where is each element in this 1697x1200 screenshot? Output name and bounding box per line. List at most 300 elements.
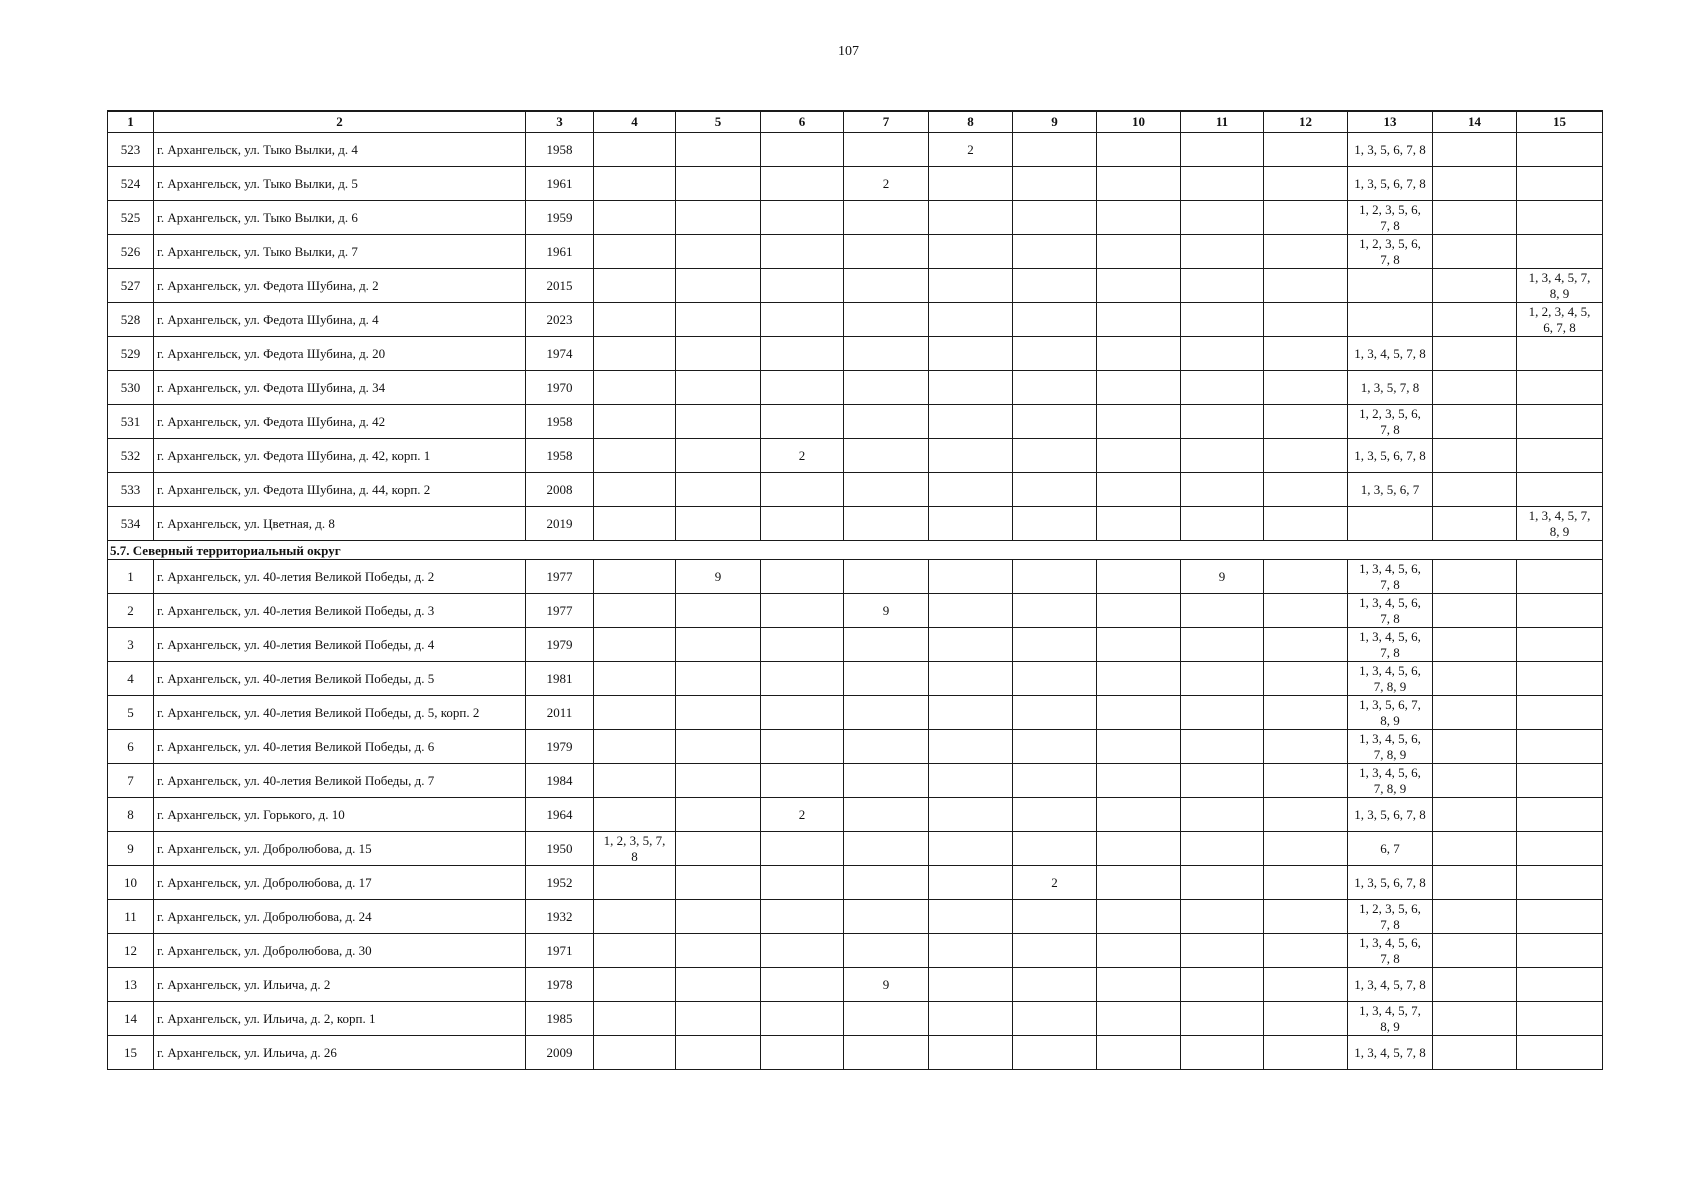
column-8-cell bbox=[929, 1002, 1013, 1036]
column-9-cell bbox=[1013, 662, 1097, 696]
year-cell: 1964 bbox=[526, 798, 594, 832]
column-8-cell bbox=[929, 832, 1013, 866]
column-10-cell bbox=[1097, 201, 1181, 235]
column-9-cell bbox=[1013, 303, 1097, 337]
table-row bbox=[108, 628, 1603, 662]
column-header-4: 4 bbox=[594, 111, 676, 133]
column-9-cell bbox=[1013, 473, 1097, 507]
column-6-cell bbox=[761, 696, 844, 730]
year-cell: 1961 bbox=[526, 235, 594, 269]
table-row bbox=[108, 662, 1603, 696]
row-number-cell: 10 bbox=[108, 866, 154, 900]
address-cell: г. Архангельск, ул. Добролюбова, д. 30 bbox=[154, 934, 526, 968]
table-row bbox=[108, 832, 1603, 866]
column-8-cell bbox=[929, 473, 1013, 507]
row-number-cell: 534 bbox=[108, 507, 154, 541]
column-15-cell bbox=[1517, 405, 1603, 439]
column-5-cell bbox=[676, 371, 761, 405]
column-header-8: 8 bbox=[929, 111, 1013, 133]
address-cell: г. Архангельск, ул. Тыко Вылки, д. 5 bbox=[154, 167, 526, 201]
column-13-cell: 1, 3, 5, 6, 7, 8 bbox=[1348, 167, 1433, 201]
address-cell: г. Архангельск, ул. Федота Шубина, д. 2 bbox=[154, 269, 526, 303]
year-cell: 1979 bbox=[526, 628, 594, 662]
column-7-cell bbox=[844, 934, 929, 968]
column-7-cell bbox=[844, 764, 929, 798]
column-12-cell bbox=[1264, 1036, 1348, 1070]
column-6-cell bbox=[761, 934, 844, 968]
column-10-cell bbox=[1097, 167, 1181, 201]
column-14-cell bbox=[1433, 405, 1517, 439]
column-10-cell bbox=[1097, 303, 1181, 337]
column-13-cell: 1, 2, 3, 5, 6, 7, 8 bbox=[1348, 235, 1433, 269]
column-11-cell bbox=[1181, 303, 1264, 337]
housing-registry-table bbox=[107, 110, 1603, 1070]
column-15-cell bbox=[1517, 337, 1603, 371]
column-11-cell bbox=[1181, 730, 1264, 764]
column-12-cell bbox=[1264, 560, 1348, 594]
column-7-cell bbox=[844, 405, 929, 439]
row-number-cell: 8 bbox=[108, 798, 154, 832]
column-10-cell bbox=[1097, 866, 1181, 900]
table-row bbox=[108, 439, 1603, 473]
column-4-cell bbox=[594, 594, 676, 628]
year-cell: 2015 bbox=[526, 269, 594, 303]
table-row bbox=[108, 405, 1603, 439]
column-number-header-row bbox=[108, 111, 1603, 133]
column-15-cell bbox=[1517, 628, 1603, 662]
column-4-cell bbox=[594, 1002, 676, 1036]
column-8-cell bbox=[929, 337, 1013, 371]
table-row bbox=[108, 730, 1603, 764]
address-cell: г. Архангельск, ул. 40-летия Великой Победы, д. 5, корп. 2 bbox=[154, 696, 526, 730]
column-9-cell bbox=[1013, 934, 1097, 968]
section-heading-row bbox=[108, 541, 1603, 560]
column-4-cell bbox=[594, 730, 676, 764]
column-6-cell bbox=[761, 337, 844, 371]
column-7-cell bbox=[844, 439, 929, 473]
column-9-cell bbox=[1013, 764, 1097, 798]
row-number-cell: 3 bbox=[108, 628, 154, 662]
column-5-cell bbox=[676, 934, 761, 968]
column-5-cell: 9 bbox=[676, 560, 761, 594]
column-10-cell bbox=[1097, 1002, 1181, 1036]
column-14-cell bbox=[1433, 1036, 1517, 1070]
column-header-11: 11 bbox=[1181, 111, 1264, 133]
column-5-cell bbox=[676, 235, 761, 269]
column-8-cell: 2 bbox=[929, 133, 1013, 167]
column-14-cell bbox=[1433, 473, 1517, 507]
column-14-cell bbox=[1433, 507, 1517, 541]
column-6-cell bbox=[761, 133, 844, 167]
row-number-cell: 14 bbox=[108, 1002, 154, 1036]
column-header-14: 14 bbox=[1433, 111, 1517, 133]
row-number-cell: 528 bbox=[108, 303, 154, 337]
column-8-cell bbox=[929, 696, 1013, 730]
column-5-cell bbox=[676, 507, 761, 541]
table-row bbox=[108, 696, 1603, 730]
column-12-cell bbox=[1264, 133, 1348, 167]
column-4-cell bbox=[594, 764, 676, 798]
column-4-cell bbox=[594, 133, 676, 167]
column-11-cell bbox=[1181, 439, 1264, 473]
year-cell: 2009 bbox=[526, 1036, 594, 1070]
column-8-cell bbox=[929, 968, 1013, 1002]
column-15-cell bbox=[1517, 798, 1603, 832]
column-10-cell bbox=[1097, 405, 1181, 439]
column-15-cell bbox=[1517, 866, 1603, 900]
address-cell: г. Архангельск, ул. 40-летия Великой Победы, д. 5 bbox=[154, 662, 526, 696]
column-10-cell bbox=[1097, 235, 1181, 269]
column-4-cell bbox=[594, 507, 676, 541]
column-12-cell bbox=[1264, 798, 1348, 832]
column-7-cell bbox=[844, 900, 929, 934]
column-5-cell bbox=[676, 832, 761, 866]
column-13-cell: 1, 3, 4, 5, 6, 7, 8, 9 bbox=[1348, 730, 1433, 764]
column-10-cell bbox=[1097, 507, 1181, 541]
column-4-cell bbox=[594, 968, 676, 1002]
column-13-cell: 1, 3, 5, 6, 7, 8, 9 bbox=[1348, 696, 1433, 730]
column-header-7: 7 bbox=[844, 111, 929, 133]
column-11-cell bbox=[1181, 662, 1264, 696]
column-5-cell bbox=[676, 764, 761, 798]
year-cell: 1974 bbox=[526, 337, 594, 371]
column-11-cell bbox=[1181, 1036, 1264, 1070]
column-6-cell bbox=[761, 866, 844, 900]
column-8-cell bbox=[929, 900, 1013, 934]
year-cell: 1958 bbox=[526, 439, 594, 473]
column-8-cell bbox=[929, 866, 1013, 900]
column-14-cell bbox=[1433, 337, 1517, 371]
column-12-cell bbox=[1264, 628, 1348, 662]
table-row bbox=[108, 269, 1603, 303]
address-cell: г. Архангельск, ул. Федота Шубина, д. 20 bbox=[154, 337, 526, 371]
table-row bbox=[108, 235, 1603, 269]
column-14-cell bbox=[1433, 201, 1517, 235]
column-10-cell bbox=[1097, 269, 1181, 303]
column-5-cell bbox=[676, 473, 761, 507]
column-10-cell bbox=[1097, 371, 1181, 405]
column-10-cell bbox=[1097, 968, 1181, 1002]
column-4-cell bbox=[594, 560, 676, 594]
column-10-cell bbox=[1097, 696, 1181, 730]
column-8-cell bbox=[929, 730, 1013, 764]
address-cell: г. Архангельск, ул. Цветная, д. 8 bbox=[154, 507, 526, 541]
column-15-cell bbox=[1517, 439, 1603, 473]
column-13-cell: 1, 3, 5, 6, 7, 8 bbox=[1348, 798, 1433, 832]
table-row bbox=[108, 303, 1603, 337]
row-number-cell: 6 bbox=[108, 730, 154, 764]
row-number-cell: 1 bbox=[108, 560, 154, 594]
column-8-cell bbox=[929, 560, 1013, 594]
column-10-cell bbox=[1097, 798, 1181, 832]
column-14-cell bbox=[1433, 832, 1517, 866]
year-cell: 1971 bbox=[526, 934, 594, 968]
column-11-cell bbox=[1181, 968, 1264, 1002]
year-cell: 1932 bbox=[526, 900, 594, 934]
column-11-cell bbox=[1181, 201, 1264, 235]
column-9-cell bbox=[1013, 696, 1097, 730]
column-4-cell bbox=[594, 303, 676, 337]
column-9-cell bbox=[1013, 1002, 1097, 1036]
column-6-cell bbox=[761, 1002, 844, 1036]
column-12-cell bbox=[1264, 303, 1348, 337]
address-cell: г. Архангельск, ул. Добролюбова, д. 17 bbox=[154, 866, 526, 900]
column-11-cell bbox=[1181, 133, 1264, 167]
column-4-cell bbox=[594, 371, 676, 405]
row-number-cell: 532 bbox=[108, 439, 154, 473]
column-15-cell bbox=[1517, 594, 1603, 628]
column-4-cell bbox=[594, 337, 676, 371]
column-8-cell bbox=[929, 405, 1013, 439]
column-8-cell bbox=[929, 1036, 1013, 1070]
column-7-cell bbox=[844, 337, 929, 371]
address-cell: г. Архангельск, ул. Федота Шубина, д. 44, корп. 2 bbox=[154, 473, 526, 507]
address-cell: г. Архангельск, ул. 40-летия Великой Победы, д. 6 bbox=[154, 730, 526, 764]
column-12-cell bbox=[1264, 968, 1348, 1002]
column-11-cell bbox=[1181, 866, 1264, 900]
column-12-cell bbox=[1264, 201, 1348, 235]
column-9-cell bbox=[1013, 269, 1097, 303]
address-cell: г. Архангельск, ул. 40-летия Великой Победы, д. 2 bbox=[154, 560, 526, 594]
column-12-cell bbox=[1264, 696, 1348, 730]
column-13-cell bbox=[1348, 303, 1433, 337]
year-cell: 1977 bbox=[526, 594, 594, 628]
column-9-cell bbox=[1013, 133, 1097, 167]
column-6-cell bbox=[761, 900, 844, 934]
column-14-cell bbox=[1433, 594, 1517, 628]
column-6-cell bbox=[761, 594, 844, 628]
address-cell: г. Архангельск, ул. 40-летия Великой Победы, д. 7 bbox=[154, 764, 526, 798]
column-13-cell: 1, 3, 4, 5, 6, 7, 8, 9 bbox=[1348, 662, 1433, 696]
column-6-cell bbox=[761, 201, 844, 235]
column-15-cell: 1, 3, 4, 5, 7, 8, 9 bbox=[1517, 269, 1603, 303]
column-11-cell: 9 bbox=[1181, 560, 1264, 594]
table-row bbox=[108, 764, 1603, 798]
column-15-cell bbox=[1517, 235, 1603, 269]
column-4-cell bbox=[594, 628, 676, 662]
column-12-cell bbox=[1264, 764, 1348, 798]
column-5-cell bbox=[676, 337, 761, 371]
column-14-cell bbox=[1433, 560, 1517, 594]
address-cell: г. Архангельск, ул. Добролюбова, д. 15 bbox=[154, 832, 526, 866]
column-11-cell bbox=[1181, 371, 1264, 405]
year-cell: 1984 bbox=[526, 764, 594, 798]
column-11-cell bbox=[1181, 594, 1264, 628]
row-number-cell: 531 bbox=[108, 405, 154, 439]
row-number-cell: 2 bbox=[108, 594, 154, 628]
column-5-cell bbox=[676, 730, 761, 764]
column-header-5: 5 bbox=[676, 111, 761, 133]
column-11-cell bbox=[1181, 832, 1264, 866]
column-15-cell bbox=[1517, 1036, 1603, 1070]
address-cell: г. Архангельск, ул. Горького, д. 10 bbox=[154, 798, 526, 832]
column-12-cell bbox=[1264, 507, 1348, 541]
column-15-cell bbox=[1517, 560, 1603, 594]
address-cell: г. Архангельск, ул. Ильича, д. 2, корп. 1 bbox=[154, 1002, 526, 1036]
table-row bbox=[108, 371, 1603, 405]
row-number-cell: 533 bbox=[108, 473, 154, 507]
column-7-cell bbox=[844, 1002, 929, 1036]
column-13-cell: 1, 3, 5, 6, 7, 8 bbox=[1348, 866, 1433, 900]
column-12-cell bbox=[1264, 900, 1348, 934]
column-11-cell bbox=[1181, 473, 1264, 507]
column-12-cell bbox=[1264, 269, 1348, 303]
column-13-cell: 1, 3, 4, 5, 6, 7, 8 bbox=[1348, 560, 1433, 594]
column-5-cell bbox=[676, 900, 761, 934]
year-cell: 1977 bbox=[526, 560, 594, 594]
table-row bbox=[108, 473, 1603, 507]
column-14-cell bbox=[1433, 866, 1517, 900]
column-13-cell: 1, 3, 4, 5, 7, 8, 9 bbox=[1348, 1002, 1433, 1036]
column-14-cell bbox=[1433, 968, 1517, 1002]
column-5-cell bbox=[676, 1002, 761, 1036]
column-5-cell bbox=[676, 662, 761, 696]
column-12-cell bbox=[1264, 337, 1348, 371]
table-row bbox=[108, 934, 1603, 968]
column-11-cell bbox=[1181, 628, 1264, 662]
row-number-cell: 526 bbox=[108, 235, 154, 269]
column-5-cell bbox=[676, 1036, 761, 1070]
column-7-cell bbox=[844, 866, 929, 900]
column-15-cell bbox=[1517, 1002, 1603, 1036]
column-11-cell bbox=[1181, 337, 1264, 371]
column-4-cell bbox=[594, 866, 676, 900]
column-14-cell bbox=[1433, 798, 1517, 832]
column-14-cell bbox=[1433, 696, 1517, 730]
column-header-9: 9 bbox=[1013, 111, 1097, 133]
row-number-cell: 11 bbox=[108, 900, 154, 934]
column-9-cell bbox=[1013, 730, 1097, 764]
year-cell: 1970 bbox=[526, 371, 594, 405]
year-cell: 1959 bbox=[526, 201, 594, 235]
address-cell: г. Архангельск, ул. 40-летия Великой Победы, д. 3 bbox=[154, 594, 526, 628]
column-8-cell bbox=[929, 662, 1013, 696]
column-6-cell bbox=[761, 303, 844, 337]
column-15-cell bbox=[1517, 968, 1603, 1002]
column-10-cell bbox=[1097, 662, 1181, 696]
column-6-cell bbox=[761, 473, 844, 507]
column-13-cell: 1, 2, 3, 5, 6, 7, 8 bbox=[1348, 201, 1433, 235]
column-5-cell bbox=[676, 594, 761, 628]
column-7-cell bbox=[844, 201, 929, 235]
column-7-cell bbox=[844, 662, 929, 696]
column-7-cell bbox=[844, 1036, 929, 1070]
column-15-cell bbox=[1517, 371, 1603, 405]
row-number-cell: 5 bbox=[108, 696, 154, 730]
column-14-cell bbox=[1433, 235, 1517, 269]
column-14-cell bbox=[1433, 133, 1517, 167]
page-number: 107 bbox=[838, 44, 859, 59]
column-12-cell bbox=[1264, 473, 1348, 507]
address-cell: г. Архангельск, ул. Тыко Вылки, д. 6 bbox=[154, 201, 526, 235]
address-cell: г. Архангельск, ул. Ильича, д. 2 bbox=[154, 968, 526, 1002]
column-8-cell bbox=[929, 269, 1013, 303]
address-cell: г. Архангельск, ул. 40-летия Великой Победы, д. 4 bbox=[154, 628, 526, 662]
column-9-cell bbox=[1013, 900, 1097, 934]
column-5-cell bbox=[676, 439, 761, 473]
column-12-cell bbox=[1264, 1002, 1348, 1036]
column-5-cell bbox=[676, 866, 761, 900]
year-cell: 1958 bbox=[526, 133, 594, 167]
address-cell: г. Архангельск, ул. Федота Шубина, д. 34 bbox=[154, 371, 526, 405]
column-7-cell bbox=[844, 371, 929, 405]
column-5-cell bbox=[676, 201, 761, 235]
column-10-cell bbox=[1097, 473, 1181, 507]
column-8-cell bbox=[929, 201, 1013, 235]
address-cell: г. Архангельск, ул. Федота Шубина, д. 4 bbox=[154, 303, 526, 337]
column-header-10: 10 bbox=[1097, 111, 1181, 133]
column-14-cell bbox=[1433, 439, 1517, 473]
column-9-cell bbox=[1013, 798, 1097, 832]
column-12-cell bbox=[1264, 405, 1348, 439]
column-13-cell: 1, 3, 5, 6, 7, 8 bbox=[1348, 439, 1433, 473]
column-6-cell bbox=[761, 968, 844, 1002]
table-row bbox=[108, 133, 1603, 167]
column-7-cell bbox=[844, 832, 929, 866]
column-11-cell bbox=[1181, 798, 1264, 832]
column-12-cell bbox=[1264, 439, 1348, 473]
column-14-cell bbox=[1433, 628, 1517, 662]
column-15-cell bbox=[1517, 473, 1603, 507]
column-12-cell bbox=[1264, 235, 1348, 269]
column-13-cell: 6, 7 bbox=[1348, 832, 1433, 866]
column-9-cell bbox=[1013, 405, 1097, 439]
column-15-cell bbox=[1517, 133, 1603, 167]
column-4-cell bbox=[594, 405, 676, 439]
column-7-cell bbox=[844, 628, 929, 662]
column-10-cell bbox=[1097, 439, 1181, 473]
column-5-cell bbox=[676, 303, 761, 337]
table-row bbox=[108, 1036, 1603, 1070]
row-number-cell: 530 bbox=[108, 371, 154, 405]
column-12-cell bbox=[1264, 730, 1348, 764]
column-14-cell bbox=[1433, 730, 1517, 764]
column-10-cell bbox=[1097, 1036, 1181, 1070]
column-5-cell bbox=[676, 269, 761, 303]
address-cell: г. Архангельск, ул. Добролюбова, д. 24 bbox=[154, 900, 526, 934]
column-9-cell bbox=[1013, 507, 1097, 541]
column-8-cell bbox=[929, 235, 1013, 269]
table-row bbox=[108, 594, 1603, 628]
column-4-cell bbox=[594, 696, 676, 730]
column-10-cell bbox=[1097, 730, 1181, 764]
column-8-cell bbox=[929, 798, 1013, 832]
year-cell: 2011 bbox=[526, 696, 594, 730]
column-8-cell bbox=[929, 439, 1013, 473]
column-4-cell bbox=[594, 439, 676, 473]
column-7-cell: 2 bbox=[844, 167, 929, 201]
column-header-15: 15 bbox=[1517, 111, 1603, 133]
column-5-cell bbox=[676, 696, 761, 730]
column-14-cell bbox=[1433, 1002, 1517, 1036]
column-13-cell bbox=[1348, 507, 1433, 541]
column-13-cell: 1, 3, 4, 5, 6, 7, 8 bbox=[1348, 934, 1433, 968]
column-6-cell bbox=[761, 507, 844, 541]
row-number-cell: 523 bbox=[108, 133, 154, 167]
column-5-cell bbox=[676, 405, 761, 439]
column-7-cell bbox=[844, 473, 929, 507]
column-12-cell bbox=[1264, 371, 1348, 405]
column-6-cell bbox=[761, 662, 844, 696]
column-9-cell bbox=[1013, 167, 1097, 201]
column-12-cell bbox=[1264, 662, 1348, 696]
table-row bbox=[108, 1002, 1603, 1036]
column-15-cell bbox=[1517, 900, 1603, 934]
column-14-cell bbox=[1433, 269, 1517, 303]
column-header-3: 3 bbox=[526, 111, 594, 133]
table-row bbox=[108, 337, 1603, 371]
column-14-cell bbox=[1433, 371, 1517, 405]
